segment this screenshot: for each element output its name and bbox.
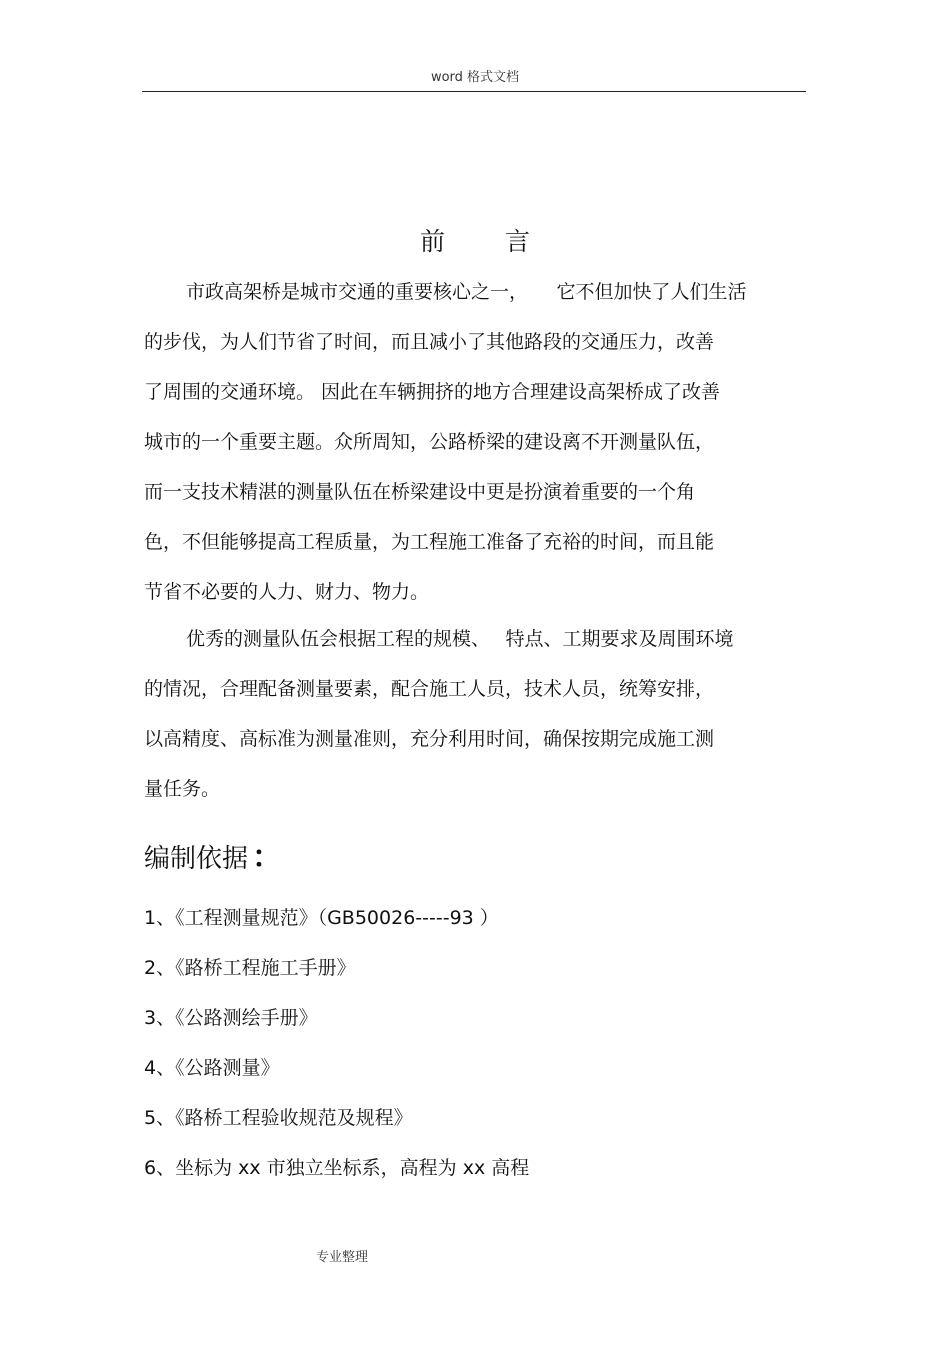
paragraph-line: 量任务。: [144, 778, 221, 800]
reference-item: 3、《公路测绘手册》: [144, 1007, 318, 1029]
reference-list: [144, 893, 529, 1193]
reference-item: 5、《路桥工程验收规范及规程》: [144, 1107, 413, 1129]
section-heading-text: 编制依据: [144, 844, 249, 874]
reference-item: 1、《工程测量规范》（GB50026-----93 ）: [144, 907, 499, 929]
header-divider: [142, 91, 806, 92]
section-heading: [144, 838, 282, 879]
paragraph-line: 了周围的交通环境。 因此在车辆拥挤的地方合理建设高架桥成了改善: [144, 381, 721, 403]
paragraph-line: 以高精度、高标准为测量准则，充分利用时间，确保按期完成施工测: [144, 728, 715, 750]
page-header: word 格式文档: [430, 70, 520, 85]
paragraph-line: 节省不必要的人力、财力、物力。: [144, 581, 430, 603]
preface-paragraph-2: [144, 614, 814, 814]
paragraph-line: 而一支技术精湛的测量队伍在桥梁建设中更是扮演着重要的一个角: [144, 481, 696, 503]
reference-item: 6、坐标为 xx 市独立坐标系，高程为 xx 高程: [144, 1157, 530, 1179]
paragraph-line: 市政高架桥是城市交通的重要核心之一， 它不但加快了人们生活: [186, 281, 747, 303]
paragraph-line: 城市的一个重要主题。众所周知，公路桥梁的建设离不开测量队伍，: [144, 431, 715, 453]
section-heading-colon: ：: [252, 840, 283, 875]
reference-item: 4、《公路测量》: [144, 1057, 280, 1079]
page-title: 前言: [419, 227, 590, 256]
preface-paragraph-1: [144, 267, 814, 617]
paragraph-line: 优秀的测量队伍会根据工程的规模、 特点、工期要求及周围环境: [186, 628, 734, 650]
paragraph-line: 色，不但能够提高工程质量，为工程施工准备了充裕的时间，而且能: [144, 531, 715, 553]
paragraph-line: 的情况，合理配备测量要素，配合施工人员，技术人员，统筹安排，: [144, 678, 715, 700]
reference-item: 2、《路桥工程施工手册》: [144, 957, 356, 979]
paragraph-line: 的步伐，为人们节省了时间，而且减小了其他路段的交通压力，改善: [144, 331, 715, 353]
page-footer: 专业整理: [316, 1250, 369, 1265]
